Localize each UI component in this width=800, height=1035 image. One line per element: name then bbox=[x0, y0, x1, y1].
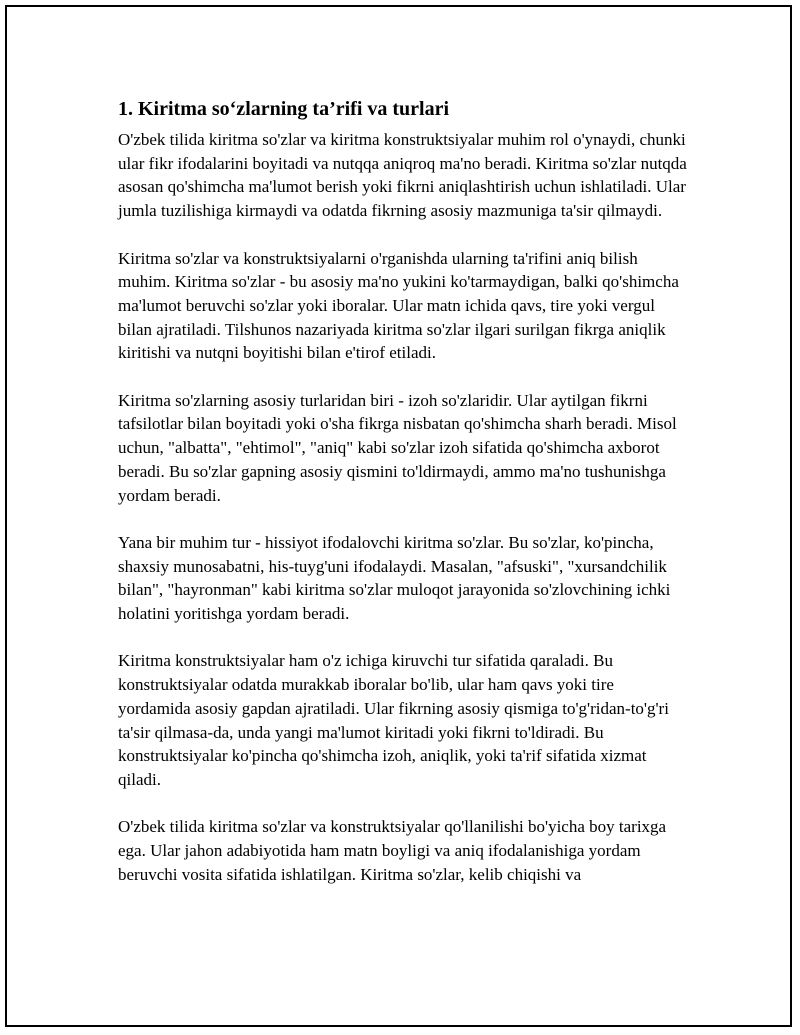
paragraph-1: O'zbek tilida kiritma so'zlar va kiritma konstruktsiyalar muhim rol o'ynaydi, chunki ular fikr ifodalarini boyitadi va nutqqa aniqroq ma'no beradi. Kiritma so'zlar nutqda asosan qo'shimcha ma'lumot berish yoki fikrni aniqlashtirish uchun ishlatiladi. Ular jumla tuzilishiga kirmaydi va odatda fikrning asosiy mazmuniga ta'sir qilmaydi. bbox=[118, 130, 687, 221]
paragraph-5: Kiritma konstruktsiyalar ham o'z ichiga kiruvchi tur sifatida qaraladi. Bu konstruktsiyalar odatda murakkab iboralar bo'lib, ular ham qavs yoki tire yordamida asosiy gapdan ajratiladi. Ular fikrning asosiy qismiga to'g'ridan-to'g'ri ta'sir qilmasa-da, unda yangi ma'lumot kiritadi yoki fikrni to'ldiradi. Bu konstruktsiyalar ko'pincha qo'shimcha izoh, aniqlik, yoki ta'rif sifatida xizmat qiladi. bbox=[118, 651, 669, 789]
document-body bbox=[118, 96, 688, 886]
paragraph-6: O'zbek tilida kiritma so'zlar va konstruktsiyalar qo'llanilishi bo'yicha boy tarixga ega. Ular jahon adabiyotida ham matn boyligi va aniq ifodalanishiga yordam beruvchi vosita sifatida ishlatilgan. Kiritma so'zlar, kelib chiqishi va bbox=[118, 817, 667, 884]
paragraph-2: Kiritma so'zlar va konstruktsiyalarni o'rganishda ularning ta'rifini aniq bilish muhim. Kiritma so'zlar - bu asosiy ma'no yukini ko'tarmaydigan, balki qo'shimcha ma'lumot beruvchi so'zlar yoki iboralar. Ular matn ichida qavs, tire yoki vergul bilan ajratiladi. Tilshunos nazariyada kiritma so'zlar ilgari surilgan fikrga aniqlik kiritishi va nutqni boyitishi bilan e'tirof etiladi. bbox=[118, 248, 679, 363]
paragraph-4: Yana bir muhim tur - hissiyot ifodalovchi kiritma so'zlar. Bu so'zlar, ko'pincha, shaxsiy munosabatni, his-tuyg'uni ifodalaydi. Masalan, "afsuski", "xursandchilik bilan", "hayronman" kabi kiritma so'zlar muloqot jarayonida so'zlovchining ichki holatini yoritishga yordam beradi. bbox=[118, 532, 671, 624]
paragraph-3: Kiritma so'zlarning asosiy turlaridan biri - izoh so'zlaridir. Ular aytilgan fikrni tafsilotlar bilan boyitadi yoki o'sha fikrga nisbatan qo'shimcha sharh beradi. Misol uchun, "albatta", "ehtimol", "aniq" kabi so'zlar izoh sifatida qo'shimcha axborot beradi. Bu so'zlar gapning asosiy qismini to'ldirmaydi, ammo ma'no tushunishga yordam beradi. bbox=[118, 390, 677, 505]
section-heading: 1. Kiritma so‘zlarning ta’rifi va turlari bbox=[118, 98, 450, 120]
